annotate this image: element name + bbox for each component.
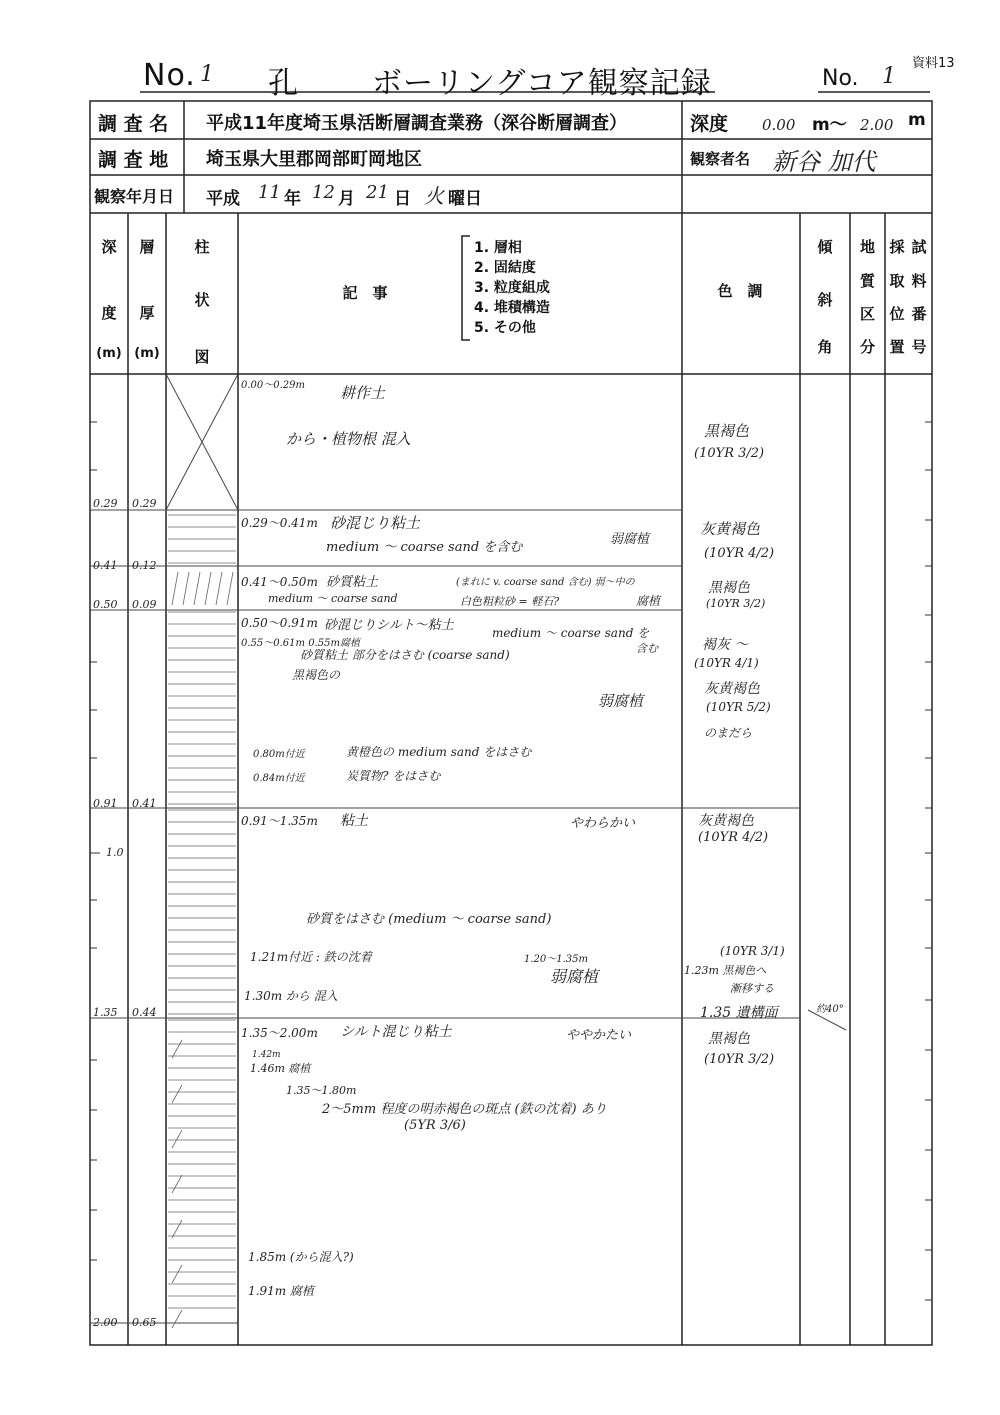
note-l4-detail: medium 〜 coarse sand を xyxy=(492,626,650,640)
description-items xyxy=(474,238,550,338)
title-page-prefix: No. xyxy=(822,66,859,91)
note-l6-range: 1.35〜2.00m xyxy=(241,1026,318,1040)
note-l3-name: 砂質粘土 xyxy=(326,575,379,590)
note-l2-name: 砂混じり粘土 xyxy=(330,514,421,532)
site: 埼玉県大里郡岡部町岡地区 xyxy=(206,149,422,170)
description-item: 2. 固結度 xyxy=(474,260,536,276)
sand-mark xyxy=(216,572,222,605)
col-geology-4: 分 xyxy=(859,338,875,356)
layer-depth: 1.35 xyxy=(93,1006,118,1019)
note-l5-name: 粘土 xyxy=(340,813,368,829)
description-item: 1. 層相 xyxy=(474,240,522,256)
note-l3-detail: medium 〜 coarse sand xyxy=(268,592,398,605)
col-dip-1: 傾 xyxy=(817,238,833,256)
layer-thickness: 0.29 xyxy=(132,497,157,510)
note-l6-n1: 1.42m xyxy=(252,1050,281,1060)
col-diagram-3: 図 xyxy=(194,348,210,366)
note-l2-detail: medium 〜 coarse sand を含む xyxy=(326,540,523,555)
color-text: 黒褐色 xyxy=(708,580,750,596)
note-l4-right: 弱腐植 xyxy=(598,692,644,710)
silt-mark xyxy=(172,1040,182,1058)
note-l4-name: 砂混じりシルト〜粘土 xyxy=(324,618,454,633)
color-text: (10YR 3/1) xyxy=(720,944,785,958)
note-l6-n2b: 2〜5mm 程度の明赤褐色の斑点 (鉄の沈着) あり xyxy=(322,1102,607,1117)
date-month: 12 xyxy=(312,182,335,203)
layer-thickness: 0.65 xyxy=(132,1316,157,1329)
sand-mark xyxy=(172,572,178,605)
depth-from: 0.00 xyxy=(762,116,796,134)
note-l6-right: ややかたい xyxy=(566,1028,632,1043)
col-thickness-2: 厚 xyxy=(139,304,155,322)
col-depth-3: (m) xyxy=(96,346,122,361)
description-item: 5. その他 xyxy=(474,320,536,336)
col-thickness-3: (m) xyxy=(134,346,160,361)
silt-mark xyxy=(172,1220,182,1238)
col-depth-1: 深 xyxy=(101,238,117,256)
note-l5-detail: 砂質をはさむ (medium 〜 coarse sand) xyxy=(306,912,552,927)
col-diagram-2: 状 xyxy=(194,291,210,309)
col-color: 色 調 xyxy=(717,282,763,300)
layer-thickness: 0.41 xyxy=(132,797,157,810)
color-text: のまだら xyxy=(704,726,753,740)
color-text: 1.35 遺構面 xyxy=(700,1005,778,1021)
col-geology-1: 地 xyxy=(859,238,875,256)
layer-thickness: 0.12 xyxy=(132,559,157,572)
col-dip-2: 斜 xyxy=(817,291,833,309)
title-page-no: 1 xyxy=(882,64,896,89)
date-day-unit: 日 xyxy=(394,189,411,209)
layer-depth: 0.50 xyxy=(93,598,118,611)
note-l5-right: やわらかい xyxy=(570,816,636,831)
description-item: 4. 堆積構造 xyxy=(474,300,550,316)
note-l6-n2c: (5YR 3/6) xyxy=(404,1118,466,1133)
col-sample-5: 試 xyxy=(911,238,927,256)
layer-depth: 2.00 xyxy=(93,1316,118,1329)
color-text: 黒褐色 xyxy=(708,1031,750,1047)
note-l6-name: シルト混じり粘土 xyxy=(340,1024,452,1040)
title-hole-no: 1 xyxy=(200,62,214,87)
color-text: (10YR 4/2) xyxy=(704,546,775,561)
silt-mark xyxy=(172,1310,182,1328)
color-text: 褐灰 〜 xyxy=(702,637,749,653)
color-text: (10YR 4/2) xyxy=(698,830,769,845)
depth-unit-2: m xyxy=(908,110,926,130)
depth-label: 深度 xyxy=(690,113,729,135)
layer-depth: 0.91 xyxy=(93,797,118,810)
site-label: 調 査 地 xyxy=(98,149,169,171)
note-l5-n1: 1.21m付近 : 鉄の沈着 xyxy=(250,950,372,964)
note-l3-note: (まれに v. coarse sand 含む) 弱〜中の xyxy=(456,577,635,588)
note-l2-range: 0.29〜0.41m xyxy=(241,516,318,530)
title-no-prefix: No. xyxy=(143,58,196,93)
dip-note: 約40° xyxy=(816,1004,844,1015)
layer-depth: 0.29 xyxy=(93,497,118,510)
date-year: 11 xyxy=(258,182,281,203)
note-l1-range: 0.00〜0.29m xyxy=(241,380,306,391)
col-geology-2: 質 xyxy=(859,272,875,290)
note-l6-n2: 1.35〜1.80m xyxy=(286,1084,357,1097)
color-text: 1.23m 黒褐色へ xyxy=(684,964,767,977)
silt-mark xyxy=(172,1175,182,1193)
note-l4-n2: 0.84m付近 xyxy=(253,773,305,784)
note-l3-right: 腐植 xyxy=(636,594,661,608)
description-item: 3. 粒度組成 xyxy=(474,280,550,296)
depth-mark-1: 1.0 xyxy=(106,846,124,859)
note-l5-n2b: 弱腐植 xyxy=(550,967,599,986)
note-l5-range: 0.91〜1.35m xyxy=(241,814,318,828)
col-sample-8: 号 xyxy=(911,338,927,356)
color-text: 灰黄褐色 xyxy=(704,681,760,697)
page-title: ボーリングコア観察記録 xyxy=(372,66,712,101)
sand-mark xyxy=(205,572,211,605)
title-hole-suffix: 孔 xyxy=(268,66,299,101)
col-thickness-1: 層 xyxy=(139,238,155,256)
observer: 新谷 加代 xyxy=(772,148,876,176)
col-sample-7: 番 xyxy=(911,305,927,323)
sand-mark xyxy=(194,572,200,605)
note-l1-detail: から・植物根 混入 xyxy=(286,430,411,448)
silt-mark xyxy=(172,1265,182,1283)
note-l3-note2: 白色粗粒砂 = 軽石? xyxy=(460,595,560,608)
date-month-unit: 月 xyxy=(338,189,355,209)
col-geology-3: 区 xyxy=(859,305,875,323)
col-sample-1: 採 xyxy=(889,238,905,256)
date-day: 21 xyxy=(366,182,389,203)
col-diagram-1: 柱 xyxy=(194,238,210,256)
color-text: (10YR 3/2) xyxy=(704,1052,775,1067)
date-era: 平成 xyxy=(206,189,240,209)
color-text: (10YR 4/1) xyxy=(694,656,759,670)
color-text: (10YR 3/2) xyxy=(694,446,765,461)
color-text: 灰黄褐色 xyxy=(700,520,761,538)
silt-mark xyxy=(172,1085,182,1103)
sand-mark xyxy=(227,572,233,605)
col-dip-3: 角 xyxy=(817,338,833,356)
col-sample-3: 位 xyxy=(889,305,905,323)
depth-unit-1: m〜 xyxy=(812,115,847,135)
date-weekday-unit: 曜日 xyxy=(448,189,482,209)
depth-to: 2.00 xyxy=(860,116,894,134)
col-sample-6: 料 xyxy=(911,272,927,290)
note-l4-sub3: 黒褐色の xyxy=(292,668,341,682)
note-l6-n3: 1.85m (から混入?) xyxy=(248,1250,354,1264)
col-description: 記 事 xyxy=(342,284,388,302)
note-l4-range: 0.50〜0.91m xyxy=(241,616,318,630)
layer-thickness: 0.09 xyxy=(132,598,157,611)
note-l4-sub2: 砂質粘土 部分をはさむ (coarse sand) xyxy=(300,648,510,662)
note-l4-n2b: 炭質物? をはさむ xyxy=(346,769,441,783)
note-l4-n1b: 黄橙色の medium sand をはさむ xyxy=(346,745,532,759)
survey-name: 平成11年度埼玉県活断層調査業務（深谷断層調査） xyxy=(206,113,628,134)
observer-label: 観察者名 xyxy=(690,150,751,168)
date-label: 観察年月日 xyxy=(94,187,175,206)
note-l4-n1: 0.80m付近 xyxy=(253,749,305,760)
note-l3-range: 0.41〜0.50m xyxy=(241,575,318,589)
note-l2-right: 弱腐植 xyxy=(610,532,650,547)
sand-mark xyxy=(183,572,189,605)
note-l5-n2: 1.20〜1.35m xyxy=(524,954,589,965)
col-sample-2: 取 xyxy=(889,272,905,290)
color-text: 漸移する xyxy=(730,982,774,995)
color-text: (10YR 3/2) xyxy=(706,597,766,610)
layer-depth: 0.41 xyxy=(93,559,118,572)
note-l5-n3: 1.30m から 混入 xyxy=(244,989,338,1003)
silt-mark xyxy=(172,1130,182,1148)
layer-thickness: 0.44 xyxy=(132,1006,157,1019)
note-l4-detail2: 含む xyxy=(636,642,658,655)
col-sample-4: 置 xyxy=(889,338,905,356)
note-l6-n4: 1.91m 腐植 xyxy=(248,1284,314,1298)
color-text: (10YR 5/2) xyxy=(706,700,771,714)
note-l1-name: 耕作土 xyxy=(340,384,386,402)
date-year-unit: 年 xyxy=(284,189,301,209)
col-depth-2: 度 xyxy=(101,304,117,322)
color-text: 黒褐色 xyxy=(704,422,750,440)
note-l4-sub1: 0.55〜0.61m 0.55m腐植 xyxy=(241,638,360,649)
note-l6-n1b: 1.46m 腐植 xyxy=(250,1062,311,1075)
survey-name-label: 調 査 名 xyxy=(98,113,169,135)
color-text: 灰黄褐色 xyxy=(698,813,754,829)
date-weekday: 火 xyxy=(424,184,444,208)
resource-label: 資料13 xyxy=(912,56,955,71)
